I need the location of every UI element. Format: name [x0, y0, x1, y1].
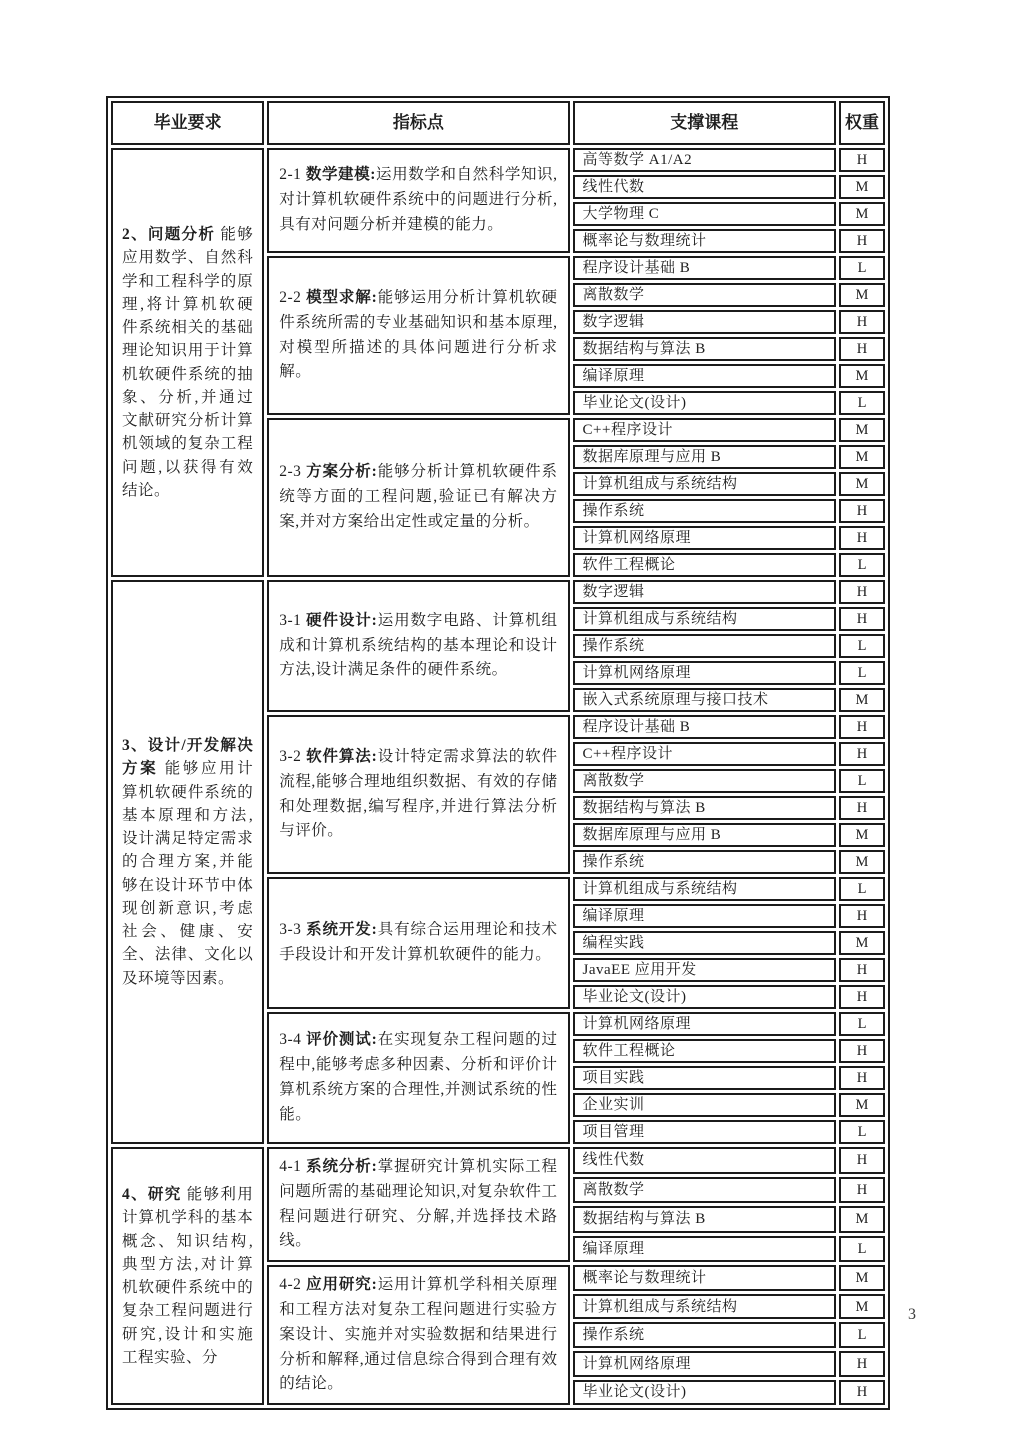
course-weight-cell: L: [839, 877, 885, 901]
indicator-cell: [267, 418, 569, 577]
course-name-cell: 计算机组成与系统结构: [573, 1294, 837, 1320]
header-indicator-point: 指标点: [267, 101, 569, 145]
course-name-cell: 高等数学 A1/A2: [573, 148, 837, 172]
indicator-description: 在实现复杂工程问题的过程中,能够考虑多种因素、分析和评价计算机系统方案的合理性,并测试系统的性能。: [279, 1031, 558, 1123]
course-name-cell: 软件工程概论: [573, 1039, 837, 1063]
course-name-cell: 数据库原理与应用 B: [573, 445, 837, 469]
course-name-cell: 项目实践: [573, 1066, 837, 1090]
indicator-description: 掌握研究计算机实际工程问题所需的基础理论知识,对复杂软件工程问题进行研究、分解,并选择技术路线。: [279, 1158, 558, 1250]
header-row: [111, 101, 885, 145]
course-weight-cell: H: [839, 958, 885, 982]
course-name-cell: 计算机网络原理: [573, 1012, 837, 1036]
indicator-cell: [267, 715, 569, 874]
indicator-cell: [267, 580, 569, 712]
course-name-cell: 线性代数: [573, 175, 837, 199]
course-name-cell: 数据结构与算法 B: [573, 337, 837, 361]
course-name-cell: JavaEE 应用开发: [573, 958, 837, 982]
indicator-cell: [267, 148, 569, 253]
course-name-cell: 操作系统: [573, 850, 837, 874]
course-name-cell: 离散数学: [573, 1177, 837, 1204]
indicator-cell: [267, 1147, 569, 1262]
course-weight-cell: H: [839, 1380, 885, 1406]
course-weight-cell: M: [839, 283, 885, 307]
indicator-code: 3-1: [279, 611, 302, 629]
page-number: 3: [908, 1306, 916, 1323]
indicator-description: 能够运用分析计算机软硬件系统所需的专业基础知识和基本原理,对模型所描述的具体问题进行分析求解。: [279, 288, 558, 381]
course-weight-cell: M: [839, 931, 885, 955]
course-weight-cell: L: [839, 769, 885, 793]
indicator-description: 运用计算机学科相关原理和工程方法对复杂工程问题进行实验方案设计、实施并对实验数据和结果进行分析和解释,通过信息综合得到合理有效的结论。: [279, 1276, 558, 1393]
course-name-cell: 操作系统: [573, 499, 837, 523]
indicator-code: 4-2: [279, 1276, 302, 1294]
indicator-name: 评价测试:: [306, 1031, 378, 1049]
requirement-description: 能够应用计算机软硬件系统的基本原理和方法,设计满足特定需求的合理方案,并能够在设计环节中体现创新意识,考虑社会、健康、安全、法律、文化以及环境等因素。: [122, 760, 254, 987]
course-weight-cell: H: [839, 229, 885, 253]
indicator-name: 应用研究:: [306, 1276, 378, 1294]
course-name-cell: 毕业论文(设计): [573, 391, 837, 415]
requirement-description: 能够应用数学、自然科学和工程科学的原理,将计算机软硬件系统相关的基础理论知识用于计算机软硬件系统的抽象、分析,并通过文献研究分析计算机领域的复杂工程问题,以获得有效结论。: [122, 226, 254, 499]
course-weight-cell: H: [839, 796, 885, 820]
course-weight-cell: M: [839, 202, 885, 226]
course-name-cell: 离散数学: [573, 769, 837, 793]
requirement-label: 3、设计/开发解决方案: [122, 737, 254, 778]
course-weight-cell: M: [839, 688, 885, 712]
course-name-cell: 编译原理: [573, 364, 837, 388]
course-name-cell: 毕业论文(设计): [573, 985, 837, 1009]
course-weight-cell: M: [839, 850, 885, 874]
curriculum-matrix-table: [106, 96, 890, 1410]
course-name-cell: 操作系统: [573, 634, 837, 658]
indicator-name: 硬件设计:: [306, 611, 378, 629]
course-name-cell: 数字逻辑: [573, 580, 837, 604]
course-name-cell: 嵌入式系统原理与接口技术: [573, 688, 837, 712]
course-weight-cell: M: [839, 445, 885, 469]
course-rows: [111, 148, 885, 1405]
course-weight-cell: M: [839, 472, 885, 496]
requirement-label: 2、问题分析: [122, 226, 216, 243]
indicator-cell: [267, 1265, 569, 1405]
course-weight-cell: H: [839, 1177, 885, 1204]
requirement-description: 能够利用计算机学科的基本概念、知识结构,典型方法,对计算机软硬件系统中的复杂工程问题进行研究,设计和实施工程实验、分: [122, 1186, 254, 1366]
course-name-cell: 计算机网络原理: [573, 661, 837, 685]
indicator-name: 模型求解:: [306, 288, 378, 306]
course-weight-cell: M: [839, 1206, 885, 1233]
table-row: [111, 148, 885, 172]
course-weight-cell: H: [839, 1351, 885, 1377]
course-name-cell: 大学物理 C: [573, 202, 837, 226]
course-name-cell: 线性代数: [573, 1147, 837, 1174]
course-weight-cell: H: [839, 148, 885, 172]
header-graduation-requirement: 毕业要求: [111, 101, 264, 145]
course-weight-cell: H: [839, 310, 885, 334]
indicator-code: 2-1: [279, 166, 302, 184]
course-weight-cell: H: [839, 985, 885, 1009]
course-weight-cell: H: [839, 526, 885, 550]
course-name-cell: 数据结构与算法 B: [573, 796, 837, 820]
indicator-code: 2-2: [279, 288, 302, 306]
course-weight-cell: M: [839, 1294, 885, 1320]
course-weight-cell: M: [839, 364, 885, 388]
course-name-cell: 编译原理: [573, 904, 837, 928]
indicator-code: 3-4: [279, 1031, 302, 1049]
course-weight-cell: L: [839, 1012, 885, 1036]
course-name-cell: 计算机组成与系统结构: [573, 472, 837, 496]
indicator-cell: [267, 1012, 569, 1144]
course-name-cell: 软件工程概论: [573, 553, 837, 577]
course-weight-cell: L: [839, 634, 885, 658]
header-supporting-course: 支撑课程: [573, 101, 837, 145]
course-weight-cell: H: [839, 1147, 885, 1174]
requirement-cell: [111, 148, 264, 577]
course-weight-cell: M: [839, 1093, 885, 1117]
requirement-cell: [111, 1147, 264, 1405]
course-name-cell: 概率论与数理统计: [573, 229, 837, 253]
course-weight-cell: L: [839, 1236, 885, 1263]
course-weight-cell: H: [839, 1066, 885, 1090]
course-weight-cell: H: [839, 499, 885, 523]
course-weight-cell: M: [839, 823, 885, 847]
course-name-cell: 计算机组成与系统结构: [573, 607, 837, 631]
course-weight-cell: H: [839, 715, 885, 739]
course-name-cell: 编译原理: [573, 1236, 837, 1263]
course-weight-cell: H: [839, 337, 885, 361]
indicator-description: 运用数字电路、计算机组成和计算机系统结构的基本理论和设计方法,设计满足条件的硬件系统。: [279, 611, 558, 679]
indicator-name: 系统分析:: [306, 1158, 378, 1175]
course-name-cell: 企业实训: [573, 1093, 837, 1117]
course-weight-cell: H: [839, 607, 885, 631]
course-weight-cell: M: [839, 1265, 885, 1291]
indicator-code: 4-1: [279, 1158, 302, 1175]
indicator-description: 运用数学和自然科学知识,对计算机软硬件系统中的问题进行分析,具有对问题分析并建模的能力。: [279, 166, 558, 233]
course-name-cell: 概率论与数理统计: [573, 1265, 837, 1291]
course-weight-cell: L: [839, 661, 885, 685]
requirement-label: 4、研究: [122, 1186, 182, 1204]
indicator-name: 数学建模:: [305, 166, 376, 184]
course-name-cell: 数据结构与算法 B: [573, 1206, 837, 1233]
course-name-cell: 程序设计基础 B: [573, 256, 837, 280]
course-weight-cell: L: [839, 391, 885, 415]
requirement-cell: [111, 580, 264, 1144]
indicator-code: 3-2: [279, 747, 302, 765]
course-name-cell: 编程实践: [573, 931, 837, 955]
course-name-cell: 计算机组成与系统结构: [573, 877, 837, 901]
course-weight-cell: M: [839, 418, 885, 442]
course-weight-cell: M: [839, 175, 885, 199]
course-name-cell: 操作系统: [573, 1322, 837, 1348]
course-name-cell: 数字逻辑: [573, 310, 837, 334]
course-name-cell: 计算机网络原理: [573, 526, 837, 550]
course-name-cell: C++程序设计: [573, 418, 837, 442]
table-row: [111, 580, 885, 604]
course-weight-cell: H: [839, 742, 885, 766]
course-name-cell: 离散数学: [573, 283, 837, 307]
indicator-name: 方案分析:: [306, 463, 378, 481]
indicator-cell: [267, 256, 569, 415]
indicator-description: 具有综合运用理论和技术手段设计和开发计算机软硬件的能力。: [279, 921, 558, 963]
course-name-cell: C++程序设计: [573, 742, 837, 766]
course-name-cell: 毕业论文(设计): [573, 1380, 837, 1406]
indicator-code: 3-3: [279, 921, 302, 939]
course-name-cell: 项目管理: [573, 1120, 837, 1144]
table-row: [111, 1147, 885, 1174]
course-weight-cell: L: [839, 1322, 885, 1348]
indicator-description: 设计特定需求算法的软件流程,能够合理地组织数据、有效的存储和处理数据,编写程序,并进行算法分析与评价。: [279, 747, 558, 840]
indicator-name: 系统开发:: [306, 921, 378, 939]
course-weight-cell: H: [839, 904, 885, 928]
course-name-cell: 计算机网络原理: [573, 1351, 837, 1377]
indicator-cell: [267, 877, 569, 1009]
course-weight-cell: L: [839, 256, 885, 280]
indicator-description: 能够分析计算机软硬件系统等方面的工程问题,验证已有解决方案,并对方案给出定性或定量的分析。: [279, 463, 558, 530]
header-weight: 权重: [839, 101, 885, 145]
course-name-cell: 程序设计基础 B: [573, 715, 837, 739]
indicator-name: 软件算法:: [306, 747, 378, 765]
course-weight-cell: L: [839, 553, 885, 577]
indicator-code: 2-3: [279, 463, 302, 481]
course-weight-cell: H: [839, 580, 885, 604]
course-name-cell: 数据库原理与应用 B: [573, 823, 837, 847]
course-weight-cell: L: [839, 1120, 885, 1144]
course-weight-cell: H: [839, 1039, 885, 1063]
